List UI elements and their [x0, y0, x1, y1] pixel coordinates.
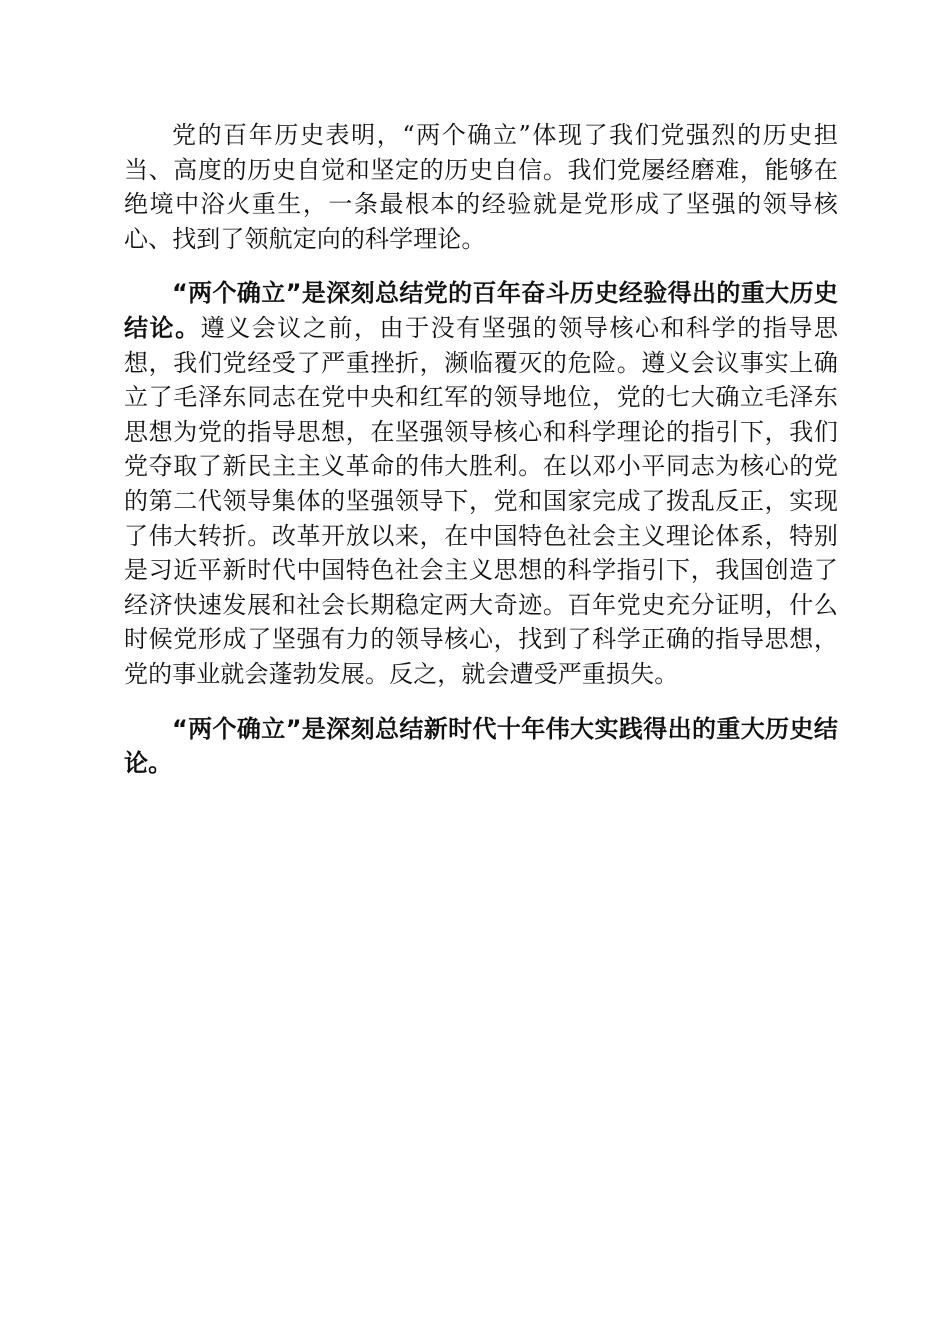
paragraph-2-lead: “两个确立”是深刻总结党的百年奋斗历史经验得出的重大历史结论。 [124, 279, 838, 342]
paragraph-3-lead: “两个确立”是深刻总结新时代十年伟大实践得出的重大历史结论。 [124, 714, 838, 778]
document-body [124, 118, 838, 801]
paragraph-1 [124, 118, 838, 256]
paragraph-1-text: 党的百年历史表明，“两个确立”体现了我们党强烈的历史担当、高度的历史自觉和坚定的历史自信。我们党屡经磨难，能够在绝境中浴火重生，一条最根本的经验就是党形成了坚强的领导核心、找到了领航定向的科学理论。 [124, 121, 838, 253]
paragraph-2 [124, 276, 838, 691]
paragraph-3 [124, 712, 838, 781]
paragraph-2-text: 遵义会议之前，由于没有坚强的领导核心和科学的指导思想，我们党经受了严重挫折，濒临覆灭的危险。遵义会议事实上确立了毛泽东同志在党中央和红军的领导地位，党的七大确立毛泽东思想为党的指导思想，在坚强领导核心和科学理论的指引下，我们党夺取了新民主主义革命的伟大胜利。在以邓小平同志为核心的党的第二代领导集体的坚强领导下，党和国家完成了拨乱反正，实现了伟大转折。改革开放以来，在中国特色社会主义理论体系，特别是习近平新时代中国特色社会主义思想的科学指引下，我国创造了经济快速发展和社会长期稳定两大奇迹。百年党史充分证明，什么时候党形成了坚强有力的领导核心，找到了科学正确的指导思想，党的事业就会蓬勃发展。反之，就会遭受严重损失。 [124, 313, 838, 688]
